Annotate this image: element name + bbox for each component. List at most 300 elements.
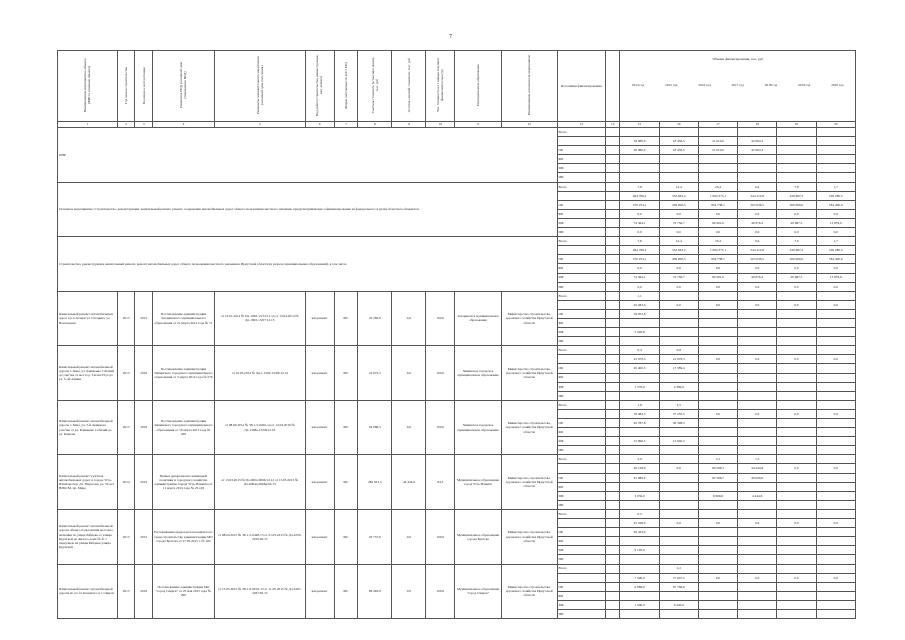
value-cell: 0,0 [698, 573, 737, 582]
value-cell: 1,8 [620, 400, 659, 409]
source-cell [557, 191, 606, 200]
value-cell: 0,0 [738, 228, 777, 237]
expert-details: от 10.01.2014 № Пл-1992-13/12/11.13 от 13.04.2014 № Дл-1992-13/07/12.13 [214, 291, 305, 346]
value-cell [738, 291, 777, 300]
estimate-cost: 45 757,6 [358, 509, 392, 564]
header-cell [392, 51, 426, 122]
value-cell: 0,0 [777, 573, 816, 582]
value-cell [659, 537, 698, 546]
value-cell: 4 444,6 [738, 491, 777, 500]
value-cell: 9,4 [738, 182, 777, 191]
value-cell: 0,0 [659, 282, 698, 291]
header-label: Реквизиты ПСД (основной срок утверждения ПСД) [179, 62, 188, 109]
end-year: 2016 [135, 400, 153, 455]
value-cell [698, 482, 737, 491]
source-cell: ОБ [557, 255, 606, 264]
start-year: 2014 [117, 455, 135, 510]
municipality: Заларинское муниципальное образование [455, 291, 501, 346]
value-cell [659, 500, 698, 509]
value-cell: 954 738,1 [698, 255, 737, 264]
year-label: 2018 год [764, 83, 778, 88]
value-cell [620, 446, 659, 455]
value-cell [777, 500, 816, 509]
column-number: 19 [777, 122, 816, 128]
value-cell: 0,0 [777, 264, 816, 273]
value-cell: 0,0 [777, 282, 816, 291]
column-number: 15 [620, 122, 659, 128]
value-cell: 57 235,5 [659, 409, 698, 418]
table-row [58, 237, 856, 246]
header-label: Наименование исполнителя мероприятия [527, 55, 532, 116]
value-cell [816, 528, 855, 537]
header-cell [557, 51, 606, 122]
municipality: Муниципальное образование города Братска [455, 509, 501, 564]
value-cell [698, 128, 737, 137]
spacer-cell [606, 346, 620, 355]
value-cell: 0,0 [698, 264, 737, 273]
source-cell: Всего [557, 346, 606, 355]
value-cell [698, 564, 737, 573]
value-cell: 0,0 [738, 209, 777, 218]
municipality: Муниципальное образование город Усть-Илимск [455, 455, 501, 510]
spacer-cell [606, 509, 620, 518]
value-cell [698, 555, 737, 564]
spacer-cell [606, 537, 620, 546]
value-cell: 0,0 [738, 264, 777, 273]
spacer-cell [606, 318, 620, 327]
value-cell [777, 346, 816, 355]
value-cell: 21 979,3 [659, 355, 698, 364]
expert-details: от 08.09.2014 № 38-1-5-0202-14 от 14.04.2016 № Дл-1598а-13/09/12.16 [214, 400, 305, 455]
value-cell: 1,7 [816, 182, 855, 191]
value-cell [816, 419, 855, 428]
ownership: МС [334, 291, 358, 346]
value-cell: 9 240,9 [659, 600, 698, 609]
value-cell [659, 391, 698, 400]
remaining-cost: 0,0 [392, 291, 426, 346]
source-cell: ИИ [557, 228, 606, 237]
header-label: Сметная стоимость (в текущих ценах), тыс. руб [370, 57, 379, 114]
executor: Министерство строительства, дорожного хозяйства Иркутской области [501, 291, 557, 346]
spacer-cell [606, 409, 620, 418]
value-cell [777, 419, 816, 428]
remaining-cost: 44 444,6 [392, 455, 426, 510]
value-cell [777, 146, 816, 155]
value-cell: 0,0 [816, 519, 855, 528]
value-cell: 184 400,9 [816, 255, 855, 264]
spacer-cell [606, 355, 620, 364]
value-cell [777, 482, 816, 491]
value-cell: 67 766,6 [659, 582, 698, 591]
value-cell [659, 155, 698, 164]
header-label: Вид работ (строительство, реконструкция, кап. ремонт) [315, 54, 324, 117]
value-cell: 0,0 [659, 264, 698, 273]
value-cell: 0,4 [620, 346, 659, 355]
psd-details: Постановление администрации Заларинского муниципального образования от 21 марта 2014 года № 71 [152, 291, 214, 346]
table-row [58, 509, 856, 518]
value-cell: 1 579,0 [620, 382, 659, 391]
remaining-cost: 0,0 [392, 509, 426, 564]
value-cell: 0,0 [816, 228, 855, 237]
column-number: 2 [117, 122, 135, 128]
finance-title [620, 51, 856, 122]
column-number: 18 [738, 122, 777, 128]
source-cell: МБ [557, 437, 606, 446]
value-cell [738, 500, 777, 509]
value-cell: 25,4 [698, 237, 737, 246]
executor: Министерство строительства, дорожного хозяйства Иркутской области [501, 455, 557, 510]
spacer-cell [606, 546, 620, 555]
value-cell: 21 610,0 [698, 146, 737, 155]
value-cell: 370 254,1 [620, 255, 659, 264]
value-cell: 0,5 [620, 509, 659, 518]
psd-details: Постановление администрации МО "город Свирск" от 25 мая 2015 года № 290 [152, 564, 214, 619]
source-cell: ФБ [557, 209, 606, 218]
spacer-cell [606, 264, 620, 273]
value-cell: 15 696,5 [620, 437, 659, 446]
value-cell: 0,0 [777, 209, 816, 218]
page-number: 7 [449, 34, 452, 40]
spacer-cell [606, 291, 620, 300]
spacer-cell [606, 528, 620, 537]
spacer-cell [606, 600, 620, 609]
header-label: Наименование мероприятия, объекта (ФИО и название объекта) [83, 58, 92, 113]
source-cell [557, 137, 606, 146]
value-cell [816, 155, 855, 164]
spacer-cell [606, 146, 620, 155]
source-cell: МБ [557, 382, 606, 391]
value-cell: 13 879,6 [816, 218, 855, 227]
value-cell [659, 309, 698, 318]
value-cell [816, 500, 855, 509]
value-cell: 0,0 [738, 573, 777, 582]
source-cell: ИИ [557, 173, 606, 182]
value-cell [816, 591, 855, 600]
spacer-cell [606, 228, 620, 237]
value-cell [738, 318, 777, 327]
spacer-cell [606, 200, 620, 209]
source-cell: ИИ [557, 282, 606, 291]
value-cell: 532 663,2 [659, 191, 698, 200]
value-cell [738, 128, 777, 137]
value-cell [698, 437, 737, 446]
object-name: Капитальный ремонт автомобильной дороги по ул. О. Кошевого в г. Свирск [58, 564, 118, 619]
value-cell: 20 687,5 [777, 218, 816, 227]
value-cell [738, 555, 777, 564]
object-name: Капитальный ремонт автомобильной дороги г. Зима, ул. Клименко Собачий до участка от моста р. Тагаш/Угул до ул. 5-ой Армии [58, 346, 118, 401]
value-cell [816, 491, 855, 500]
value-cell: 0,0 [620, 264, 659, 273]
spacer-cell [606, 373, 620, 382]
source-cell: ИИ [557, 391, 606, 400]
source-cell: Всего [557, 128, 606, 137]
value-cell: 72 756,7 [659, 273, 698, 282]
value-cell [777, 428, 816, 437]
value-cell [698, 500, 737, 509]
spacer-cell [606, 473, 620, 482]
header-label: Тех. готовность на 1 января текущего финансового года (%) [436, 58, 445, 113]
value-cell: 532 663,2 [659, 246, 698, 255]
source-cell: МБ [557, 546, 606, 555]
value-cell: 69 596,3 [698, 464, 737, 473]
column-number: 17 [698, 122, 737, 128]
value-cell [777, 164, 816, 173]
value-cell: 72 756,7 [659, 218, 698, 227]
value-cell: 1,1 [620, 291, 659, 300]
readiness: 100,0 [426, 291, 455, 346]
value-cell: 56 080,9 [620, 137, 659, 146]
value-cell [777, 309, 816, 318]
spacer-cell [606, 519, 620, 528]
start-year: 2015 [117, 291, 135, 346]
value-cell: 954 738,1 [698, 200, 737, 209]
header-cell [305, 51, 334, 122]
spacer-cell [606, 400, 620, 409]
source-cell: ФБ [557, 155, 606, 164]
value-cell: 200 000,0 [777, 200, 816, 209]
value-cell [816, 391, 855, 400]
end-year: 2019 [135, 455, 153, 510]
spacer-cell [606, 337, 620, 346]
value-cell [698, 164, 737, 173]
object-name: Капитальный ремонт участков автомобильных дорог в городе Усть-Илимске пер. Дз. Пирогова, ул. 50 лет ВЛКСМ, пр. Мира [58, 455, 118, 510]
table-row [58, 400, 856, 409]
value-cell: 45 528,9 [620, 519, 659, 528]
value-cell [698, 346, 737, 355]
source-cell [557, 300, 606, 309]
value-cell [816, 537, 855, 546]
estimate-cost: 282 821,5 [358, 455, 392, 510]
header-cell [358, 51, 392, 122]
value-cell: 184 400,9 [816, 200, 855, 209]
value-cell: 0,0 [698, 409, 737, 418]
municipality: Муниципальное образование "город Свирск" [455, 564, 501, 619]
table-row [58, 291, 856, 300]
value-cell [659, 509, 698, 518]
value-cell: 49 128,9 [620, 464, 659, 473]
value-cell [620, 500, 659, 509]
value-cell [698, 318, 737, 327]
source-cell: ОБ [557, 473, 606, 482]
value-cell: 0,0 [698, 300, 737, 309]
value-cell: 7 590,0 [620, 573, 659, 582]
value-cell: 2,5 [659, 400, 698, 409]
value-cell: 0,0 [738, 282, 777, 291]
value-cell [816, 446, 855, 455]
source-cell: ФБ [557, 318, 606, 327]
value-cell [738, 446, 777, 455]
value-cell: 0,0 [738, 355, 777, 364]
ownership: МС [334, 564, 358, 619]
value-cell: 9 105,0 [620, 546, 659, 555]
header-cell [334, 51, 358, 122]
municipality: Зиминское городское муниципальное образование [455, 400, 501, 455]
source-cell: ОБ [557, 200, 606, 209]
value-cell: 464 796,2 [620, 246, 659, 255]
value-cell: 0,0 [659, 209, 698, 218]
value-cell: 1,7 [816, 237, 855, 246]
column-number: 8 [358, 122, 392, 128]
value-cell [620, 564, 659, 573]
value-cell [698, 509, 737, 518]
value-cell: 196 280,5 [816, 191, 855, 200]
value-cell: 2,9 [620, 455, 659, 464]
source-cell: Всего [557, 182, 606, 191]
value-cell [816, 437, 855, 446]
value-cell: 40 676,3 [738, 218, 777, 227]
value-cell: 56 080,9 [620, 146, 659, 155]
finance-title-text: Объемы финансирования, тыс. руб [712, 57, 763, 61]
spacer-cell [606, 609, 620, 618]
table-row [58, 346, 856, 355]
ownership: МС [334, 346, 358, 401]
value-cell [738, 337, 777, 346]
value-cell [738, 173, 777, 182]
value-cell [698, 382, 737, 391]
value-cell [698, 609, 737, 618]
value-cell: 9,4 [738, 237, 777, 246]
value-cell [620, 155, 659, 164]
value-cell [816, 373, 855, 382]
value-cell [698, 291, 737, 300]
spacer-cell [606, 555, 620, 564]
executor: Министерство строительства, дорожного хозяйства Иркутской области [501, 509, 557, 564]
value-cell [620, 164, 659, 173]
value-cell: 62 596,7 [698, 473, 737, 482]
value-cell [816, 291, 855, 300]
value-cell [620, 482, 659, 491]
value-cell: 1 094 375,1 [698, 246, 737, 255]
value-cell [659, 555, 698, 564]
value-cell [777, 491, 816, 500]
ownership: МС [334, 509, 358, 564]
start-year: 2015 [117, 509, 135, 564]
value-cell [659, 591, 698, 600]
header-cell [501, 51, 557, 122]
value-cell [659, 446, 698, 455]
value-cell [659, 473, 698, 482]
value-cell [777, 373, 816, 382]
value-cell [816, 318, 855, 327]
source-cell: МБ [557, 328, 606, 337]
header-row [58, 51, 856, 122]
value-cell: 0,0 [816, 264, 855, 273]
value-cell [738, 428, 777, 437]
expert-details: от 15.05.2015 № 38-1-6-0016-15 от 11.05.2015 № Дл-2267-2267/03.15 [214, 564, 305, 619]
value-cell [698, 364, 737, 373]
value-cell: 0,0 [659, 464, 698, 473]
value-cell [816, 328, 855, 337]
value-cell: 0,0 [777, 464, 816, 473]
value-cell [816, 455, 855, 464]
value-cell: 22 979,3 [620, 355, 659, 364]
value-cell: 0,0 [738, 409, 777, 418]
psd-details: Распоряжение председателя комитета по градостроительству администрации МО города Братска от 27.05.2015 г. № 102 [152, 509, 214, 564]
spacer-cell [606, 173, 620, 182]
spacer-cell [606, 128, 620, 137]
work-type: кап.ремонт [305, 400, 334, 455]
value-cell [738, 600, 777, 609]
value-cell: 40 676,3 [738, 273, 777, 282]
spacer-cell [606, 573, 620, 582]
header-label: Год ввода в эксплуатацию [141, 66, 146, 105]
value-cell [659, 455, 698, 464]
spacer-cell [606, 237, 620, 246]
value-cell [816, 473, 855, 482]
value-cell: 0,8 [659, 346, 698, 355]
value-cell: 0,0 [620, 228, 659, 237]
header-label: Муниципальное образование [475, 64, 480, 107]
source-cell: ОБ [557, 582, 606, 591]
value-cell: 0,0 [698, 519, 737, 528]
value-cell: 6 999,6 [698, 491, 737, 500]
header-cell [135, 51, 153, 122]
start-year: 2015 [117, 400, 135, 455]
value-cell: 503 636,5 [738, 255, 777, 264]
end-year: 2015 [135, 291, 153, 346]
spacer-cell [606, 273, 620, 282]
spacer-cell [606, 137, 620, 146]
value-cell: 0,0 [698, 355, 737, 364]
column-number: 6 [305, 122, 334, 128]
source-cell: ФБ [557, 373, 606, 382]
value-cell [738, 364, 777, 373]
readiness: 100,0 [426, 564, 455, 619]
value-cell: 0,0 [698, 209, 737, 218]
readiness: 100,0 [426, 346, 455, 401]
psd-details: Приказ департамента жилищной политики и городского хозяйства администрации города Усть-Илимска от 11 марта 2014 года № 25-ОД [152, 455, 214, 510]
value-cell [698, 600, 737, 609]
value-cell [777, 555, 816, 564]
value-cell [816, 173, 855, 182]
spacer-cell [606, 382, 620, 391]
value-cell: 0,0 [816, 409, 855, 418]
source-cell: Всего [557, 400, 606, 409]
value-cell: 42 904,3 [738, 146, 777, 155]
expert-details: от 13.03.2013 № Пл-0064-0066/12.12 от 15.03.2013 № Дл-0064д-0066д/04.13 [214, 455, 305, 510]
value-cell: 0,0 [698, 282, 737, 291]
value-cell: 12 640,2 [659, 437, 698, 446]
group-title: Основное мероприятие: Строительство, реконструкция, капитальный ремонт, ремонт, содержание автомобильных дорог общего пользования местного значения, предусматривающее софинансирование из федерального и (или) областного бюджетов [58, 182, 558, 237]
spacer-cell [606, 491, 620, 500]
value-cell [659, 173, 698, 182]
source-cell: ОБ [557, 528, 606, 537]
value-cell: 0,0 [738, 300, 777, 309]
value-cell: 21 610,0 [698, 137, 737, 146]
value-cell [816, 555, 855, 564]
year-label: 2016 год [698, 83, 711, 88]
spacer-cell [606, 564, 620, 573]
source-cell [557, 464, 606, 473]
object-name: Капитальный ремонт автомобильной дороги г. Зима, ул. 5-й Армии на участке от ул. Клименко Собачий до ул. Кашена [58, 400, 118, 455]
value-cell [698, 582, 737, 591]
value-cell [777, 382, 816, 391]
value-cell [659, 373, 698, 382]
spacer-cell [606, 419, 620, 428]
value-cell [659, 291, 698, 300]
expert-details: от 10.03.2014 № Зм-1-1594-13/09/12.14 [214, 346, 305, 401]
value-cell [816, 582, 855, 591]
value-cell [777, 591, 816, 600]
table-row [58, 182, 856, 191]
spacer-cell [606, 482, 620, 491]
source-cell: Всего [557, 237, 606, 246]
value-cell [816, 564, 855, 573]
source-cell: ОБ [557, 419, 606, 428]
value-cell [816, 482, 855, 491]
spacer-cell [606, 218, 620, 227]
value-cell [738, 382, 777, 391]
